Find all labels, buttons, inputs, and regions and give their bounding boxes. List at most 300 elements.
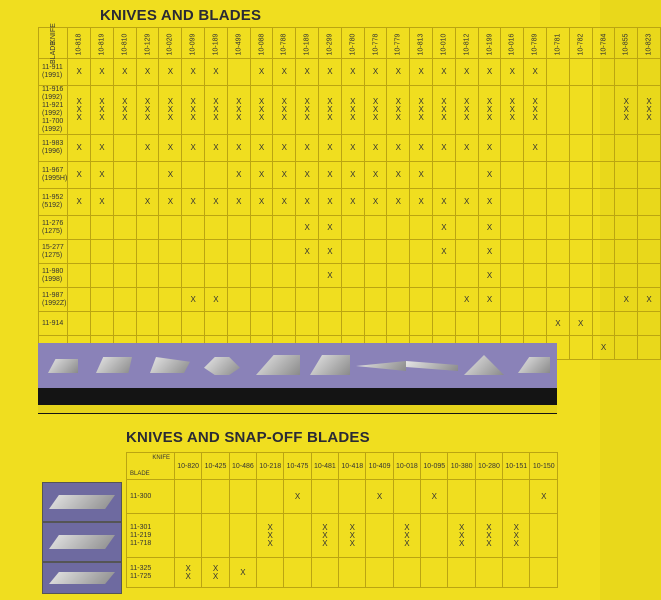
compatibility-cell	[569, 86, 592, 135]
knife-model-label: 10-779	[394, 33, 402, 55]
knife-model-label: 10-788	[280, 33, 288, 55]
knife-column-header	[615, 28, 638, 59]
compatibility-cell	[339, 480, 366, 514]
blade-model-label: 15-277 (1275)	[39, 240, 68, 264]
knife-model-label: 10-812	[463, 33, 471, 55]
blade-image	[464, 355, 504, 375]
compatibility-cell: X	[250, 59, 273, 86]
compatibility-cell	[615, 336, 638, 360]
compatibility-cell	[364, 288, 387, 312]
compatibility-cell	[478, 312, 501, 336]
knife-model-label: 10-778	[372, 33, 380, 55]
knife-column-header	[202, 453, 229, 480]
compatibility-cell	[524, 162, 547, 189]
compatibility-cell: X	[136, 135, 159, 162]
knife-model-label: 10-199	[486, 33, 494, 55]
blade-image	[49, 495, 115, 509]
compatibility-cell	[273, 240, 296, 264]
compatibility-cell: X	[68, 189, 91, 216]
compatibility-cell	[341, 240, 364, 264]
compatibility-cell	[387, 312, 410, 336]
compatibility-cell: X	[410, 59, 433, 86]
compatibility-cell	[113, 189, 136, 216]
compatibility-cell: X X X	[250, 86, 273, 135]
compatibility-cell	[524, 189, 547, 216]
compatibility-cell	[455, 216, 478, 240]
compatibility-cell: X X X	[448, 514, 475, 558]
blade-model-label: 11-914	[39, 312, 68, 336]
compatibility-cell	[339, 558, 366, 588]
knife-model-label: 10-018	[396, 462, 418, 470]
blade-image	[356, 361, 406, 371]
blade-image	[49, 572, 115, 584]
compatibility-cell	[113, 216, 136, 240]
compatibility-cell: X	[250, 189, 273, 216]
knife-model-label: 10-499	[235, 33, 243, 55]
knife-column-header	[364, 28, 387, 59]
compatibility-cell: X	[364, 135, 387, 162]
compatibility-cell: X X X	[475, 514, 502, 558]
compatibility-cell	[68, 240, 91, 264]
knife-column-header	[421, 453, 448, 480]
compatibility-cell: X X X	[455, 86, 478, 135]
knife-model-label: 10-016	[508, 33, 516, 55]
compatibility-cell	[159, 312, 182, 336]
compatibility-cell: X	[341, 135, 364, 162]
knife-model-label: 10-780	[349, 33, 357, 55]
compatibility-cell: X X X	[273, 86, 296, 135]
compatibility-cell	[273, 216, 296, 240]
blade-model-label: 11-916 (1992) 11-921 (1992) 11-700 (1992)	[39, 86, 68, 135]
compatibility-cell	[592, 288, 615, 312]
compatibility-cell: X	[250, 162, 273, 189]
blade-thumbnail	[42, 562, 122, 594]
compatibility-cell	[475, 558, 502, 588]
knife-column-header	[296, 28, 319, 59]
knife-model-label: 10-782	[577, 33, 585, 55]
compatibility-cell	[547, 135, 570, 162]
blade-thumbnail	[42, 522, 122, 562]
compatibility-cell: X	[273, 162, 296, 189]
knife-column-header	[547, 28, 570, 59]
compatibility-cell	[569, 216, 592, 240]
compatibility-cell: X	[433, 240, 456, 264]
compatibility-cell: X	[229, 558, 256, 588]
table-row	[127, 514, 558, 558]
compatibility-cell	[91, 216, 114, 240]
blade-image	[49, 535, 115, 549]
compatibility-cell: X X X	[433, 86, 456, 135]
blade-image	[256, 355, 300, 375]
table-row	[39, 216, 661, 240]
compatibility-cell	[638, 135, 661, 162]
compatibility-cell	[250, 312, 273, 336]
compatibility-cell: X	[91, 135, 114, 162]
table-row	[127, 480, 558, 514]
compatibility-cell: X	[478, 59, 501, 86]
corner-header	[127, 453, 175, 480]
compatibility-cell	[273, 264, 296, 288]
compatibility-cell: X	[387, 59, 410, 86]
compatibility-cell	[364, 264, 387, 288]
compatibility-cell: X X X	[205, 86, 228, 135]
knife-column-header	[182, 28, 205, 59]
knife-model-label: 10-280	[478, 462, 500, 470]
compatibility-cell: X	[205, 288, 228, 312]
compatibility-cell	[91, 312, 114, 336]
compatibility-cell: X	[319, 162, 342, 189]
compatibility-cell	[91, 264, 114, 288]
knife-model-label: 10-818	[75, 33, 83, 55]
blade-model-label: 11-276 (1275)	[39, 216, 68, 240]
compatibility-cell: X	[478, 189, 501, 216]
compatibility-cell	[530, 514, 558, 558]
blade-model-label: 11-967 (1995H)	[39, 162, 68, 189]
knife-model-label: 10-189	[303, 33, 311, 55]
compatibility-cell	[364, 312, 387, 336]
compatibility-cell: X X X	[341, 86, 364, 135]
compatibility-cell	[273, 312, 296, 336]
compatibility-cell: X	[421, 480, 448, 514]
knife-column-header	[227, 28, 250, 59]
knife-model-label: 10-789	[531, 33, 539, 55]
compatibility-cell	[202, 480, 229, 514]
compatibility-cell	[638, 264, 661, 288]
compatibility-cell	[311, 480, 338, 514]
compatibility-cell	[547, 59, 570, 86]
compatibility-cell	[182, 312, 205, 336]
compatibility-cell	[547, 288, 570, 312]
knife-column-header	[455, 28, 478, 59]
knife-model-label: 10-481	[313, 462, 336, 470]
knife-column-header	[592, 28, 615, 59]
compatibility-cell: X	[319, 59, 342, 86]
compatibility-cell	[524, 240, 547, 264]
knife-model-label: 10-099	[189, 33, 197, 55]
compatibility-cell	[615, 312, 638, 336]
compatibility-cell: X X X	[296, 86, 319, 135]
compatibility-cell	[296, 288, 319, 312]
table-row	[127, 558, 558, 588]
compatibility-cell	[159, 288, 182, 312]
compatibility-cell	[569, 189, 592, 216]
compatibility-cell: X X X	[364, 86, 387, 135]
compatibility-cell: X	[91, 59, 114, 86]
compatibility-cell: X	[227, 135, 250, 162]
compatibility-cell: X X X	[113, 86, 136, 135]
compatibility-cell	[615, 189, 638, 216]
blade-model-label: 11-300	[127, 480, 175, 514]
compatibility-cell	[257, 480, 284, 514]
compatibility-cell: X	[433, 216, 456, 240]
compatibility-cell	[341, 264, 364, 288]
knife-model-label: 10-150	[532, 462, 555, 470]
knife-model-label: 10-819	[98, 33, 106, 55]
compatibility-cell	[113, 240, 136, 264]
compatibility-cell: X	[530, 480, 558, 514]
knife-column-header	[569, 28, 592, 59]
knife-column-header	[387, 28, 410, 59]
compatibility-cell	[638, 240, 661, 264]
compatibility-cell	[615, 162, 638, 189]
compatibility-cell	[569, 135, 592, 162]
compatibility-cell	[205, 312, 228, 336]
blade-axis-label: BLADE	[49, 41, 57, 64]
knife-column-header	[319, 28, 342, 59]
compatibility-cell	[448, 558, 475, 588]
compatibility-cell: X X X	[257, 514, 284, 558]
compatibility-cell: X	[524, 59, 547, 86]
compatibility-cell	[592, 86, 615, 135]
blade-model-label: 11-980 (1998)	[39, 264, 68, 288]
snap-off-blades-table	[126, 452, 558, 588]
compatibility-cell	[257, 558, 284, 588]
compatibility-cell	[136, 288, 159, 312]
compatibility-cell	[410, 288, 433, 312]
compatibility-cell	[311, 558, 338, 588]
table-row	[39, 264, 661, 288]
compatibility-cell	[205, 162, 228, 189]
compatibility-cell	[91, 288, 114, 312]
compatibility-cell	[113, 312, 136, 336]
compatibility-cell: X X X	[227, 86, 250, 135]
knife-model-label: 10-299	[326, 33, 334, 55]
knife-model-label: 10-784	[600, 33, 608, 55]
compatibility-cell	[475, 480, 502, 514]
compatibility-cell	[547, 240, 570, 264]
compatibility-cell	[387, 264, 410, 288]
compatibility-cell	[341, 216, 364, 240]
compatibility-cell: X	[478, 288, 501, 312]
compatibility-cell	[284, 514, 311, 558]
compatibility-cell	[569, 288, 592, 312]
compatibility-cell	[615, 59, 638, 86]
compatibility-cell	[501, 135, 524, 162]
compatibility-cell	[182, 264, 205, 288]
knife-model-label: 10-189	[212, 33, 220, 55]
knife-model-label: 10-151	[505, 462, 528, 470]
compatibility-cell	[136, 162, 159, 189]
compatibility-cell	[455, 264, 478, 288]
compatibility-cell: X	[478, 216, 501, 240]
compatibility-cell	[68, 216, 91, 240]
compatibility-cell	[250, 264, 273, 288]
compatibility-cell	[455, 312, 478, 336]
compatibility-cell	[569, 162, 592, 189]
compatibility-cell: X	[319, 135, 342, 162]
compatibility-cell: X	[296, 189, 319, 216]
compatibility-cell: X	[341, 189, 364, 216]
compatibility-cell: X	[501, 59, 524, 86]
compatibility-cell	[227, 59, 250, 86]
table-row	[39, 312, 661, 336]
compatibility-cell	[547, 86, 570, 135]
header-row	[127, 453, 558, 480]
compatibility-cell	[366, 558, 393, 588]
compatibility-cell	[91, 240, 114, 264]
compatibility-cell: X	[364, 189, 387, 216]
compatibility-cell: X	[455, 135, 478, 162]
compatibility-cell	[68, 312, 91, 336]
compatibility-cell	[250, 288, 273, 312]
knife-model-label: 10-475	[286, 462, 309, 470]
blade-image	[518, 357, 550, 373]
blade-thumbnail	[42, 482, 122, 522]
compatibility-cell	[501, 264, 524, 288]
compatibility-cell	[524, 288, 547, 312]
compatibility-cell	[615, 240, 638, 264]
header-row	[39, 28, 661, 59]
knife-model-label: 10-418	[341, 462, 364, 470]
table-row	[39, 86, 661, 135]
compatibility-cell	[501, 162, 524, 189]
compatibility-cell	[410, 216, 433, 240]
compatibility-cell: X X	[202, 558, 229, 588]
compatibility-cell	[229, 480, 256, 514]
compatibility-cell	[503, 480, 530, 514]
compatibility-cell	[387, 288, 410, 312]
compatibility-cell	[547, 189, 570, 216]
compatibility-cell	[113, 264, 136, 288]
knife-column-header	[257, 453, 284, 480]
compatibility-cell	[410, 312, 433, 336]
compatibility-cell	[136, 264, 159, 288]
blade-image	[204, 357, 240, 375]
compatibility-cell: X X X	[91, 86, 114, 135]
knife-column-header	[339, 453, 366, 480]
compatibility-cell	[421, 514, 448, 558]
compatibility-cell: X	[296, 162, 319, 189]
compatibility-cell	[547, 264, 570, 288]
blade-model-label: 11-987 (1992Z)	[39, 288, 68, 312]
knives-and-blades-table	[38, 23, 661, 360]
compatibility-cell	[175, 480, 202, 514]
compatibility-cell: X X X	[339, 514, 366, 558]
knife-column-header	[113, 28, 136, 59]
compatibility-cell	[615, 264, 638, 288]
compatibility-cell	[592, 312, 615, 336]
compatibility-cell: X X X	[638, 86, 661, 135]
knife-column-header	[311, 453, 338, 480]
compatibility-cell	[592, 189, 615, 216]
knife-column-header	[341, 28, 364, 59]
compatibility-cell: X X X	[311, 514, 338, 558]
compatibility-cell	[296, 312, 319, 336]
compatibility-cell: X	[319, 264, 342, 288]
knife-model-label: 10-010	[440, 33, 448, 55]
knife-model-label: 10-095	[423, 462, 446, 470]
knife-model-label: 10-813	[417, 33, 425, 55]
compatibility-cell	[547, 216, 570, 240]
compatibility-cell	[182, 240, 205, 264]
compatibility-cell	[569, 240, 592, 264]
knife-column-header	[478, 28, 501, 59]
knife-column-header	[229, 453, 256, 480]
knives-and-blades-title: KNIVES AND BLADES	[100, 7, 262, 24]
blade-axis-label: BLADE	[130, 471, 150, 477]
compatibility-cell: X X X	[182, 86, 205, 135]
knife-column-header	[91, 28, 114, 59]
knife-column-header	[366, 453, 393, 480]
compatibility-cell	[273, 288, 296, 312]
compatibility-cell: X	[364, 59, 387, 86]
compatibility-cell	[455, 240, 478, 264]
compatibility-cell	[227, 288, 250, 312]
table-row	[39, 162, 661, 189]
compatibility-cell: X	[433, 59, 456, 86]
blade-image	[96, 357, 132, 373]
compatibility-cell	[524, 312, 547, 336]
compatibility-cell: X	[364, 162, 387, 189]
compatibility-cell	[366, 514, 393, 558]
compatibility-cell: X	[227, 189, 250, 216]
compatibility-cell: X	[227, 162, 250, 189]
compatibility-cell	[136, 216, 159, 240]
knife-column-header	[410, 28, 433, 59]
compatibility-cell	[341, 312, 364, 336]
blade-image	[406, 361, 458, 371]
knife-model-label: 10-380	[450, 462, 473, 470]
knife-column-header	[273, 28, 296, 59]
compatibility-cell	[159, 264, 182, 288]
compatibility-cell: X	[319, 216, 342, 240]
compatibility-cell	[113, 162, 136, 189]
knife-model-label: 10-486	[231, 462, 254, 470]
compatibility-cell	[205, 240, 228, 264]
table-row	[39, 135, 661, 162]
compatibility-cell	[638, 312, 661, 336]
compatibility-cell: X	[113, 59, 136, 86]
compatibility-cell: X X X	[501, 86, 524, 135]
compatibility-cell: X X X	[68, 86, 91, 135]
compatibility-cell: X X X	[159, 86, 182, 135]
compatibility-cell: X	[478, 162, 501, 189]
compatibility-cell	[501, 288, 524, 312]
knife-column-header	[638, 28, 661, 59]
compatibility-cell: X	[455, 288, 478, 312]
blade-image	[150, 357, 190, 373]
compatibility-cell	[296, 264, 319, 288]
compatibility-cell	[68, 264, 91, 288]
blade-model-label: 11-952 (5192)	[39, 189, 68, 216]
compatibility-cell	[364, 240, 387, 264]
table-row	[39, 59, 661, 86]
compatibility-cell: X	[433, 135, 456, 162]
compatibility-cell	[592, 216, 615, 240]
knife-model-label: 10-218	[259, 462, 282, 470]
knife-column-header	[448, 453, 475, 480]
compatibility-cell: X	[159, 59, 182, 86]
knife-column-header	[503, 453, 530, 480]
compatibility-cell	[229, 514, 256, 558]
compatibility-cell	[205, 264, 228, 288]
compatibility-cell: X X X	[136, 86, 159, 135]
compatibility-cell: X	[410, 135, 433, 162]
compatibility-cell: X X X	[319, 86, 342, 135]
compatibility-cell: X X X	[524, 86, 547, 135]
yellow-stripe	[38, 405, 557, 413]
knife-model-label: 10-810	[121, 33, 129, 55]
compatibility-cell: X	[273, 189, 296, 216]
compatibility-cell	[319, 288, 342, 312]
compatibility-cell	[159, 216, 182, 240]
compatibility-cell: X	[387, 189, 410, 216]
compatibility-cell	[569, 336, 592, 360]
knife-model-label: 10-088	[258, 33, 266, 55]
compatibility-cell: X	[91, 189, 114, 216]
compatibility-cell	[524, 264, 547, 288]
compatibility-cell	[615, 216, 638, 240]
